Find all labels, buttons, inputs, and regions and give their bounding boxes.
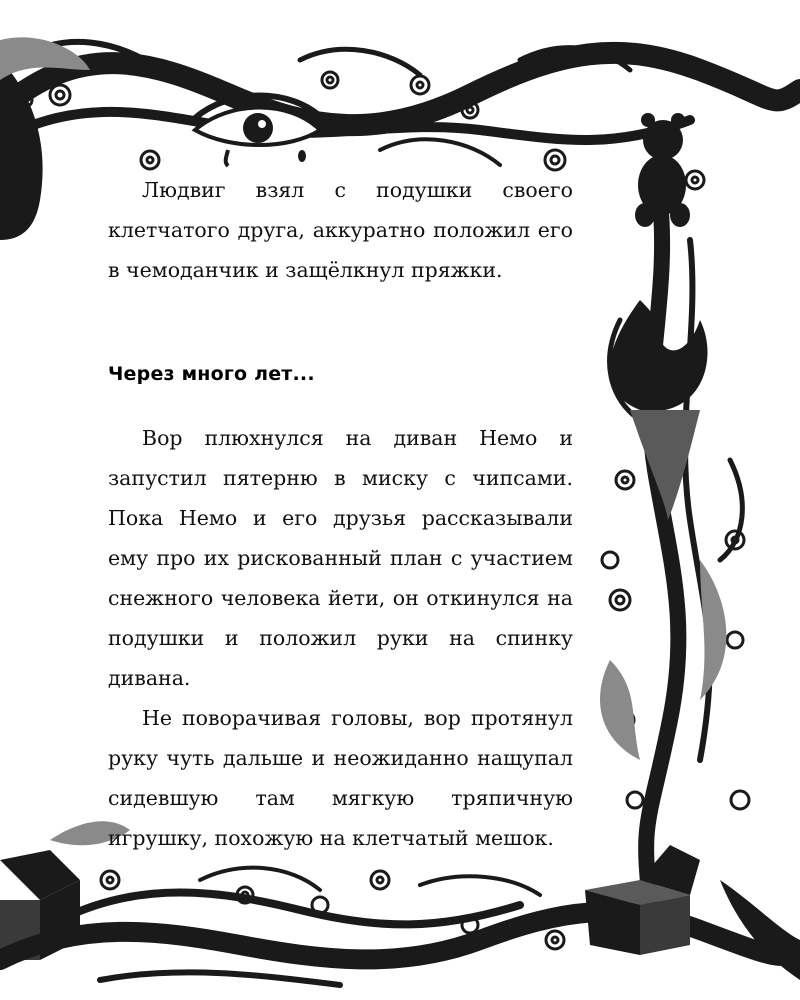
spacer [108,290,573,354]
eye-icon [195,96,322,167]
spacer [108,394,573,418]
paragraph-3: Не поворачивая головы, вор протянул руку чуть дальше и неожиданно нащупал сидевшую там мягкую тряпичную игрушку, похожую на клетчатый мешок. [108,706,573,850]
section-heading: Через много лет... [108,363,315,385]
paragraph-1: Людвиг взял с подушки своего клетчатого друга, аккуратно положил его в чемоданчик и защёлкнул пряжки. [108,178,573,282]
paragraph-2: Вор плюхнулся на диван Немо и запустил пятерню в миску с чипсами. Пока Немо и его друзья рассказывали ему про их рискованный план с участием снежного человека йети, он откинулся на подушки и положил руки на спинку дивана. [108,426,573,690]
main-text [108,170,573,858]
